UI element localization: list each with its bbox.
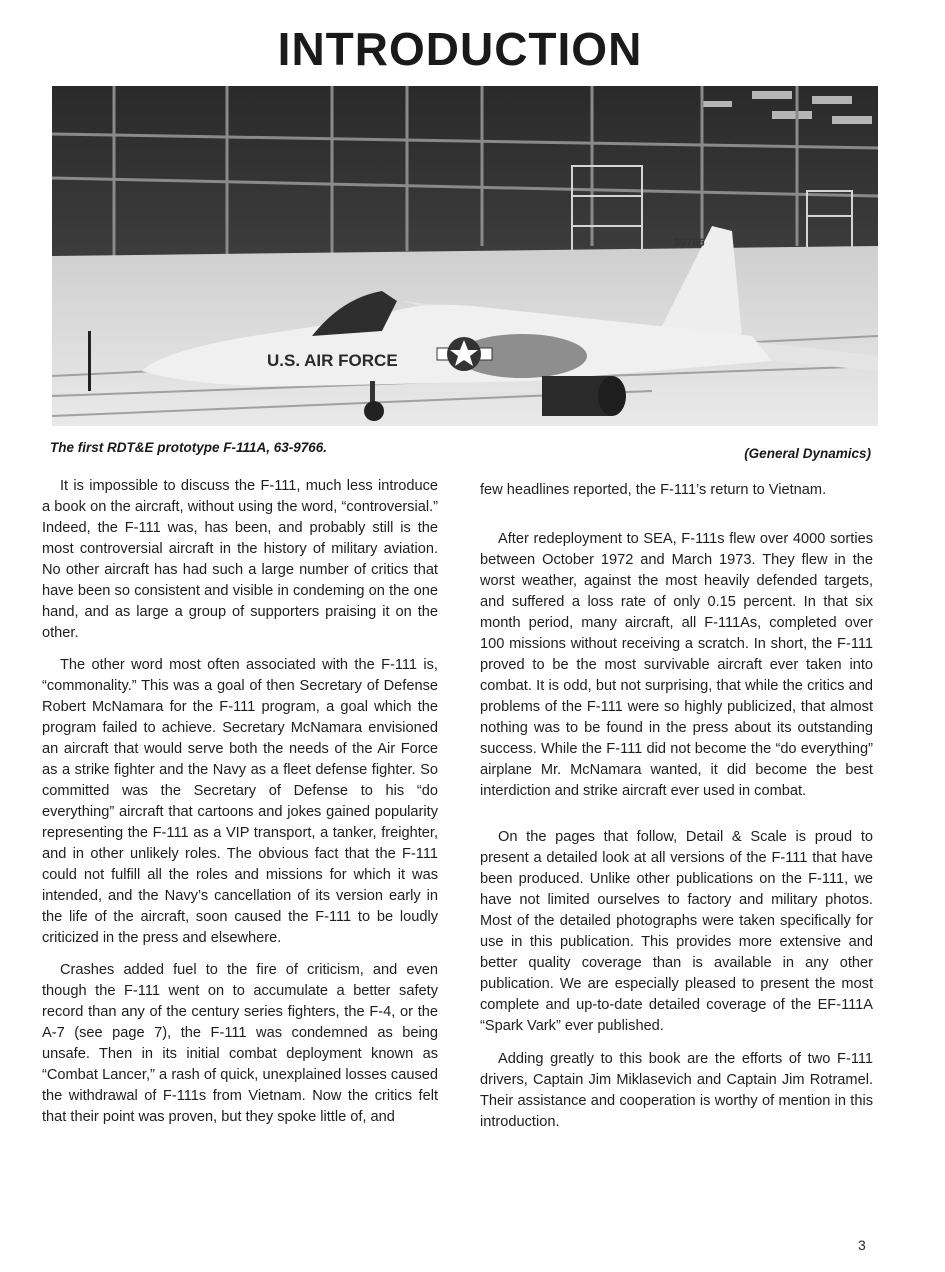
photo-credit: (General Dynamics) [744,446,871,461]
left-column [42,476,438,1128]
fuselage-marking: U.S. AIR FORCE [267,351,398,370]
page-number: 3 [858,1237,866,1253]
stanchion [88,331,91,391]
hangar-wall [52,86,878,261]
paragraph: Crashes added fuel to the fire of criticism, and even though the F-111 went on to accumulate a better safety record than any of the century series fighters, the F-4, or the A-7 (see page 7), the F-111 was condemned as being unsafe. Then in its initial combat deployment known as “Combat Lancer,” a rash of quick, unexplained losses caused the withdrawal of F-111s from Vietnam. Now the critics felt that their point was proven, but they spoke little of, and [42,962,438,1125]
paragraph-continued: few headlines reported, the F-111’s return to Vietnam. [480,482,827,498]
page-title: INTRODUCTION [277,23,643,75]
paragraph: On the pages that follow, Detail & Scale is proud to present a detailed look at all versions of the F-111 that have been produced. Unlike other publications on the F-111, we have not limited ourselves to factory and military photos. Most of the detailed photographs were taken specifically for use in this publication. This provides more extensive and better quality coverage than is available in any other publication. We are especially pleased to present the most complete and up-to-date detailed coverage of the EF-111A “Spark Vark” ever published. [480,829,873,1034]
right-column [480,480,873,1133]
paragraph: Adding greatly to this book are the efforts of two F-111 drivers, Captain Jim Miklasevich and Captain Jim Rotramel. Their assistance and cooperation is worthy of mention in this introduction. [480,1051,873,1130]
paragraph: The other word most often associated with the F-111 is, “commonality.” This was a goal of then Secretary of Defense Robert McNamara for the F-111 program, a goal which the program failed to achieve. Secretary McNamara envisioned an aircraft that would serve both the needs of the Air Force as a strike fighter and the Navy as a fleet defense fighter. So committed was the Secretary of Defense to his “do everything” aircraft that cartoons and jokes gained popularity representing the F-111 as a VIP transport, a tanker, freighter, and in other unlikely roles. The obvious fact that the F-111 could not fulfill all the roles and missions for which it was intended, and the Navy’s cancellation of its version early in the life of the aircraft, soon caused the F-111 to be loudly criticized in the press and elsewhere. [42,657,438,946]
f111-prototype-image [52,86,878,426]
photo-caption: The first RDT&E prototype F-111A, 63-9766. [50,440,328,455]
paragraph: After redeployment to SEA, F-111s flew over 4000 sorties between October 1972 and March 1973. They flew in the worst weather, against the most heavily defended targets, and suffered a loss rate of only 0.15 percent. In that six month period, many aircraft, all F-111As, completed over 100 missions without receiving a scratch. In short, the F-111 proved to be the most survivable aircraft ever taken into combat. It is odd, but not surprising, that while the critics and problems of the F-111 were so highly publicized, that almost nothing was to be found in the press about its outstanding success. While the F-111 did not become the “do everything” airplane Mr. McNamara wanted, it did become the best interdiction and strike aircraft ever used in combat. [480,531,873,799]
tail-number: 39766 [674,237,705,249]
aircraft-photo [52,86,878,426]
paragraph: It is impossible to discuss the F-111, much less introduce a book on the aircraft, without using the word, “controversial.” Indeed, the F-111 was, has been, and probably still is the most controversial aircraft in the history of military aviation. No other aircraft has had such a large number of critics that have been so consistent and visible in condeming on the one hand, and as large a group of supporters praising it on the other. [42,478,438,641]
